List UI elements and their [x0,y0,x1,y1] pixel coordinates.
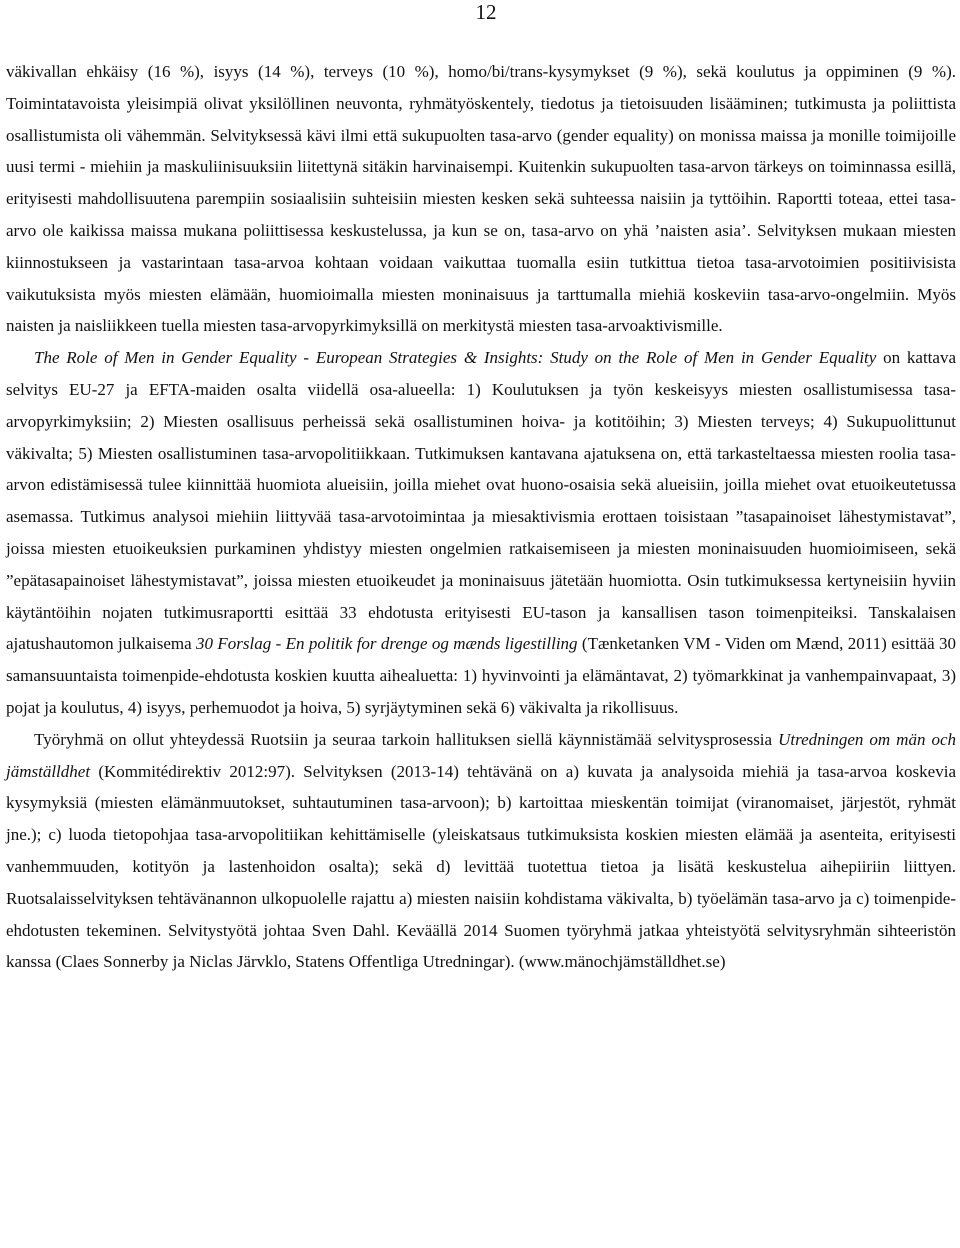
publication-title-italic: 30 Forslag - En politik for drenge og mænds ligestilling [196,634,578,654]
paragraph [6,56,956,342]
document-body [6,56,956,978]
paragraph [6,724,956,978]
paragraph-text: on kattava selvitys EU-27 ja EFTA-maiden osalta viidellä osa-alueella: 1) Koulutuksen ja työn keskeisyys miesten osallistumisessa tasa-arvopyrkimyksiin; 2) Miesten osallisuus perheissä sekä osallistuminen hoiva- ja kotitöihin; 3) Miesten terveys; 4) Sukupuolittunut väkivalta; 5) Miesten osallistuminen tasa-arvopolitiikkaan. Tutkimuksen kantavana ajatuksena on, että tarkasteltaessa miesten roolia tasa-arvon edistämisessä tulee kiinnittää huomiota alueisiin, joilla miehet ovat huono-osaisia sekä alueisiin, joilla miehet ovat etuoikeutetussa asemassa. Tutkimus analysoi miehiin liittyvää tasa-arvotoimintaa ja miesaktivismia erottaen toisistaan ”tasapainoiset lähestymistavat”, joissa miesten etuoikeuksien purkaminen yhdistyy miesten ongelmien ratkaisemiseen ja miesten moninaisuuden huomioimiseen, sekä ”epätasapainoiset lähestymistavat”, joissa miesten etuoikeudet ja moninaisuus jätetään huomiotta. Osin tutkimuksessa kertyneisiin hyviin käytäntöihin nojaten tutkimusraportti esittää 33 ehdotusta erityisesti EU-tason ja kansallisen tason toimenpiteiksi. Tanskalaisen ajatushautomon julkaisema [6,348,956,654]
paragraph [6,342,956,724]
study-title-italic: The Role of Men in Gender Equality - European Strategies & Insights: Study on the Role of Men in Gender Equality [34,348,877,368]
inquiry-title-italic: Utredningen om män och jämställdhet [6,729,956,781]
paragraph-text: Työryhmä on ollut yhteydessä Ruotsiin ja seuraa tarkoin hallituksen siellä käynnistämää selvitysprosessia [34,729,779,749]
paragraph-text: (Tænketanken VM - Viden om Mænd, 2011) esittää 30 samansuuntaista toimenpide-ehdotusta koskien kuutta aihealuetta: 1) hyvinvointi ja elämäntavat, 2) työmarkkinat ja vanhempainvapaat, 3) pojat ja koulutus, 4) isyys, perhemuodot ja hoiva, 5) syrjäytyminen sekä 6) väkivalta ja rikollisuus. [6,634,956,717]
paragraph-text: väkivallan ehkäisy (16 %), isyys (14 %), terveys (10 %), homo/bi/trans-kysymykset (9 %), sekä koulutus ja oppiminen (9 %). Toimintatavoista yleisimpiä olivat yksilöllinen neuvonta, ryhmätyöskentely, tiedotus ja tietoisuuden lisääminen; tutkimusta ja poliittista osallistumista oli vähemmän. Selvityksessä kävi ilmi että sukupuolten tasa-arvo (gender equality) on monissa maissa ja monille toimijoille uusi termi - miehiin ja maskuliinisuuksiin liitettynä sitäkin harvinaisempi. Kuitenkin sukupuolten tasa-arvon tärkeys on toiminnassa esillä, erityisesti mahdollisuutena parempiin sosiaalisiin suhteisiin miesten kesken sekä suhteessa naisiin ja tyttöihin. Raportti toteaa, ettei tasa-arvo ole kaikissa maissa mukana poliittisessa keskustelussa, ja kun se on, tasa-arvo on yhä ’naisten asia’. Selvityksen mukaan miesten kiinnostukseen ja vastarintaan tasa-arvoa kohtaan voidaan vaikuttaa tuomalla esiin tutkittua tietoa tasa-arvotoimien positiivisista vaikutuksista myös miesten elämään, huomioimalla miesten moninaisuus ja tarttumalla miehiä koskeviin tasa-arvo-ongelmiin. Myös naisten ja naisliikkeen tuella miesten tasa-arvopyrkimyksillä on merkitystä miesten tasa-arvoaktivismille. [6,62,956,336]
paragraph-text: (Kommitédirektiv 2012:97). Selvityksen (2013-14) tehtävänä on a) kuvata ja analysoida miehiä ja tasa-arvoa koskevia kysymyksiä (miesten elämänmuutokset, suhtautuminen tasa-arvoon); b) kartoittaa mieskentän toimijat (viranomaiset, järjestöt, ryhmät jne.); c) luoda tietopohjaa tasa-arvopolitiikan kehittämiselle (yleiskatsaus tutkimuksista koskien miesten elämää ja asenteita, erityisesti vanhemmuuden, kotityön ja lastenhoidon osalta); sekä d) levittää tuotettua tietoa ja lisätä keskustelua aihepiiriin liittyen. Ruotsalaisselvityksen tehtävänannon ulkopuolelle rajattu a) miesten naisiin kohdistama väkivalta, b) työelämän tasa-arvo ja c) toimenpide-ehdotusten tekeminen. Selvitystyötä johtaa Sven Dahl. Keväällä 2014 Suomen työryhmä jatkaa yhteistyötä selvitysryhmän sihteeristön kanssa (Claes Sonnerby ja Niclas Järvklo, Statens Offentliga Utredningar). (www.mänochjämställdhet.se) [6,761,956,972]
page-number: 12 [475,0,497,24]
